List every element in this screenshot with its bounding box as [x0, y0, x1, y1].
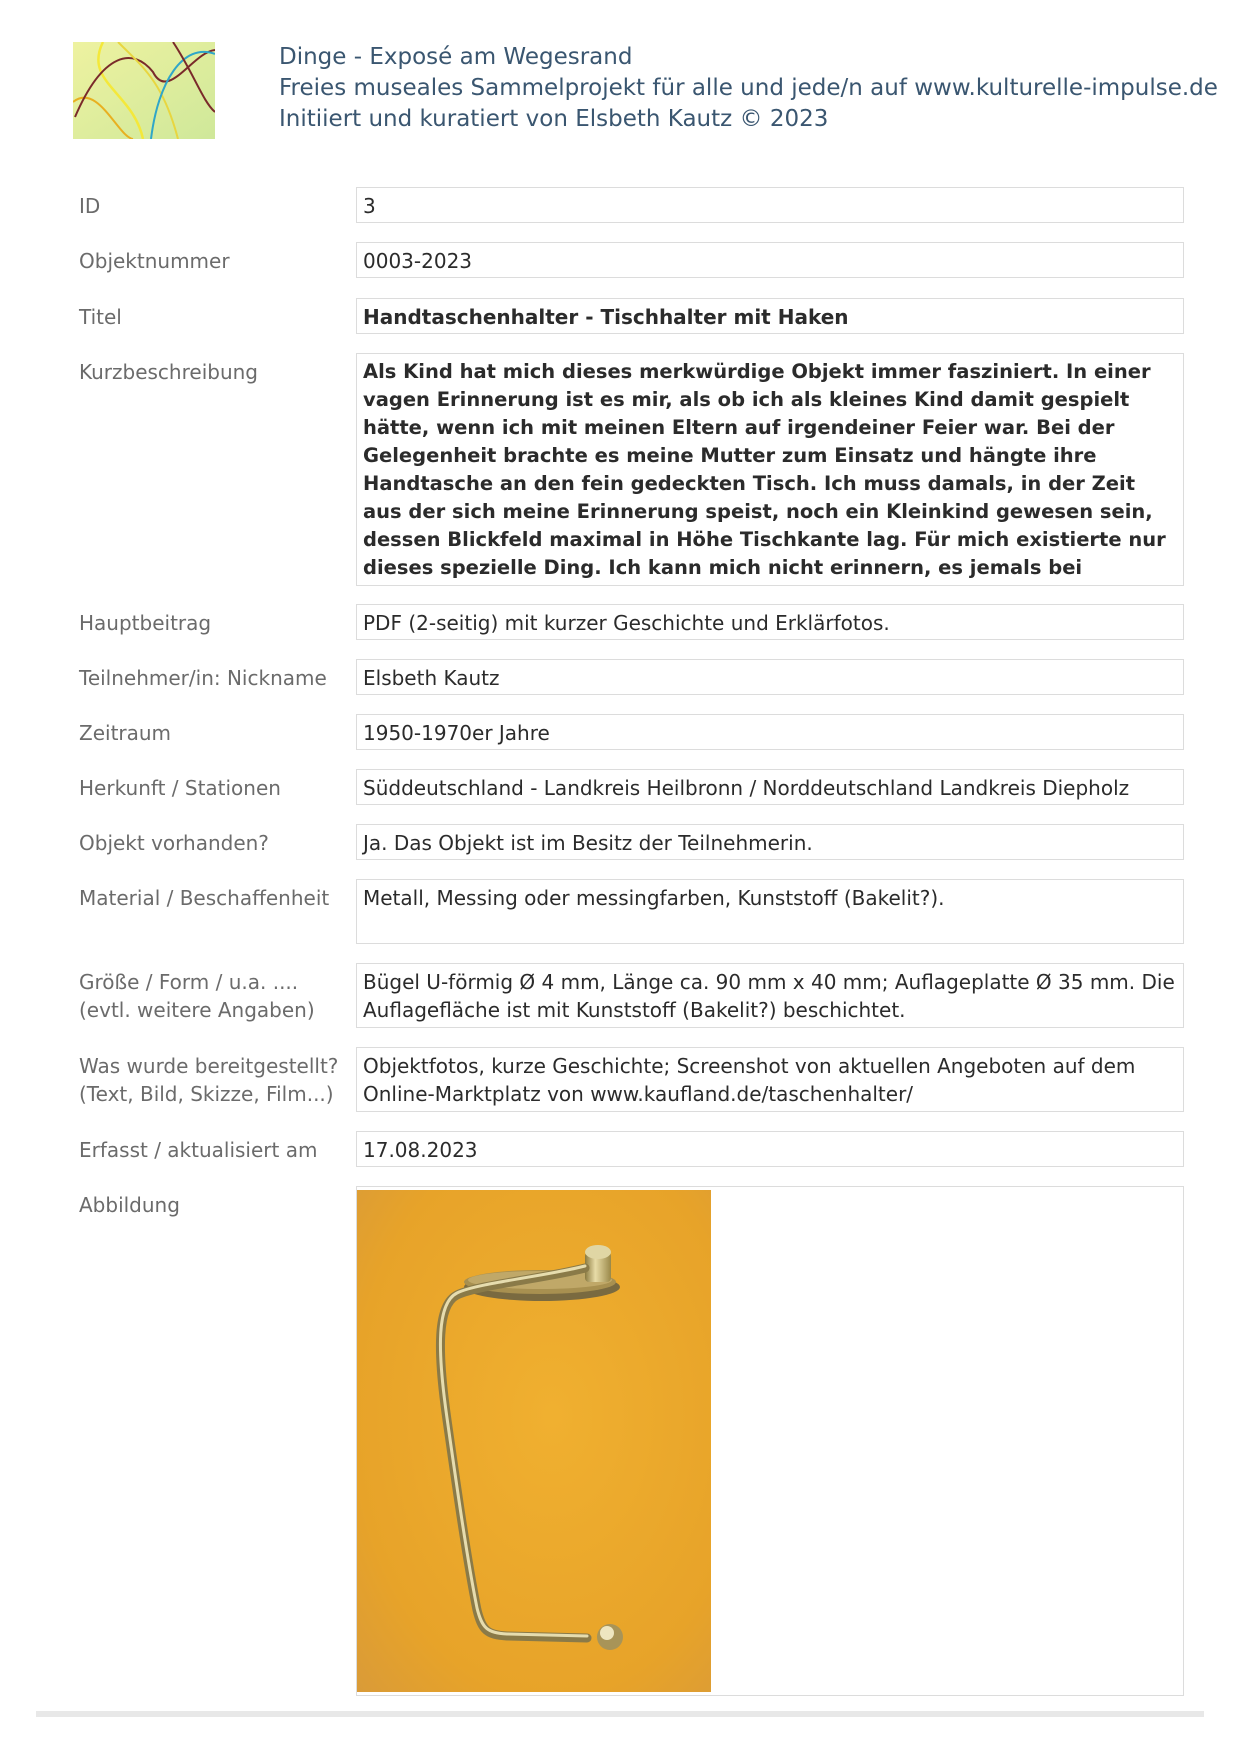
- hauptbeitrag-label: Hauptbeitrag: [79, 611, 212, 635]
- vorhanden-label: Objekt vorhanden?: [79, 831, 269, 855]
- groesse-label: Größe / Form / u.a. .... (evtl. weitere Angaben): [79, 970, 315, 1022]
- titel-field: Handtaschenhalter - Tischhalter mit Haken: [356, 298, 1184, 334]
- herkunft-field: Süddeutschland - Landkreis Heilbronn / Norddeutschland Landkreis Diepholz: [356, 769, 1184, 805]
- objektnummer-label: Objektnummer: [79, 249, 230, 273]
- abbildung-label: Abbildung: [79, 1193, 180, 1217]
- footer-divider: [36, 1711, 1204, 1717]
- kurzbeschreibung-label: Kurzbeschreibung: [79, 360, 258, 384]
- groesse-field: Bügel U-förmig Ø 4 mm, Länge ca. 90 mm x 40 mm; Auflageplatte Ø 35 mm. Die Auflagefläche ist mit Kunststoff (Bakelit?) beschichtet.: [356, 963, 1184, 1028]
- erfasst-field: 17.08.2023: [356, 1131, 1184, 1167]
- material-label: Material / Beschaffenheit: [79, 886, 330, 910]
- kurzbeschreibung-field[interactable]: Als Kind hat mich dieses merkwürdige Objekt immer fasziniert. In einer vagen Erinnerung ist es mir, als ob ich als kleines Kind damit gespielt hätte, wenn ich mit meinen Eltern auf irgendeiner Feier war. Bei der Gelegenheit brachte es meine Mutter zum Einsatz und hängte ihre Handtasche an den fein gedeckten Tisch. Ich muss damals, in der Zeit aus der sich meine Erinnerung speist, noch ein Kleinkind gewesen sein, dessen Blickfeld maximal in Höhe Tischkante lag. Für mich existierte nur dieses spezielle Ding. Ich kann mich nicht erinnern, es jemals bei: [356, 353, 1184, 586]
- objektnummer-field: 0003-2023: [356, 242, 1184, 278]
- id-field: 3: [356, 187, 1184, 223]
- page-header: [279, 42, 1218, 135]
- bereitgestellt-field: Objektfotos, kurze Geschichte; Screenshot von aktuellen Angeboten auf dem Online-Marktplatz von www.kaufland.de/taschenhalter/: [356, 1047, 1184, 1112]
- nickname-field: Elsbeth Kautz: [356, 659, 1184, 695]
- material-field: Metall, Messing oder messingfarben, Kunststoff (Bakelit?).: [356, 879, 1184, 944]
- zeitraum-label: Zeitraum: [79, 721, 172, 745]
- header-subtitle: Freies museales Sammelprojekt für alle und jede/n auf www.kulturelle-impulse.de: [279, 75, 1218, 101]
- header-title: Dinge - Exposé am Wegesrand: [279, 44, 633, 70]
- nickname-label: Teilnehmer/in: Nickname: [79, 666, 327, 690]
- bereitgestellt-label: Was wurde bereitgestellt? (Text, Bild, Skizze, Film...): [79, 1054, 339, 1106]
- erfasst-label: Erfasst / aktualisiert am: [79, 1138, 318, 1162]
- logo: [73, 42, 215, 139]
- zeitraum-field: 1950-1970er Jahre: [356, 714, 1184, 750]
- vorhanden-field: Ja. Das Objekt ist im Besitz der Teilnehmerin.: [356, 824, 1184, 860]
- header-credit: Initiiert und kuratiert von Elsbeth Kautz © 2023: [279, 106, 829, 132]
- object-photo: [357, 1190, 711, 1692]
- herkunft-label: Herkunft / Stationen: [79, 776, 281, 800]
- id-label: ID: [79, 194, 101, 218]
- hauptbeitrag-field: PDF (2-seitig) mit kurzer Geschichte und Erklärfotos.: [356, 604, 1184, 640]
- titel-label: Titel: [79, 305, 122, 329]
